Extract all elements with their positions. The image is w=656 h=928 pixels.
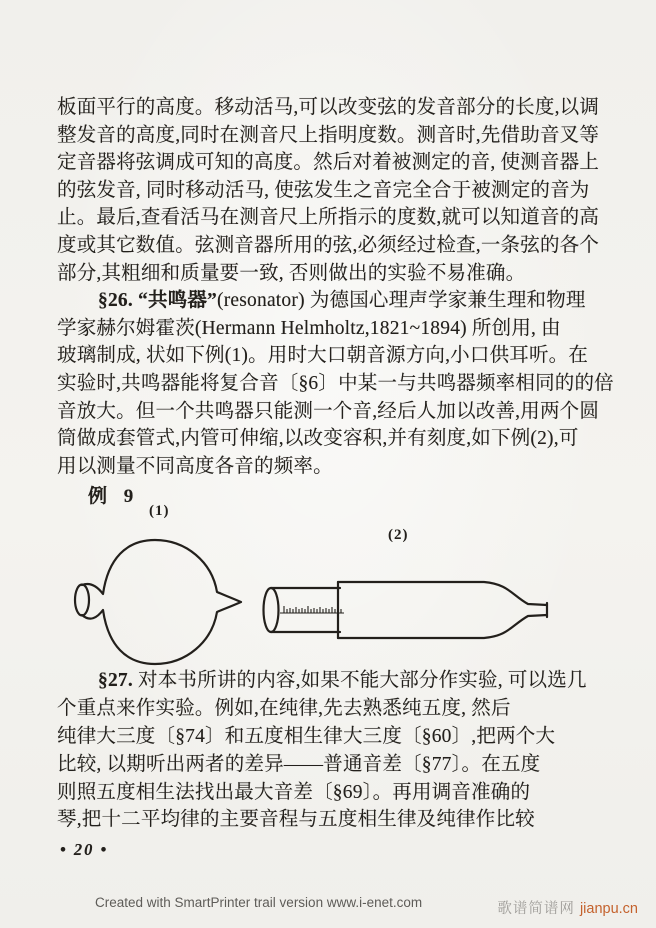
text-line: 止。最后,查看活马在测音尺上所指示的度数,就可以知道音的高 <box>57 207 600 229</box>
section-27-block <box>57 667 617 834</box>
section-26-lead-text: (resonator) 为德国心理声学家兼生理和物理 <box>217 290 586 312</box>
text-line: 度或其它数值。弦测音器所用的弦,必须经过检查,一条弦的各个 <box>57 234 600 256</box>
figure-2-label: (2) <box>388 527 409 543</box>
text-line: 用以测量不同高度各音的频率。 <box>57 455 333 477</box>
section-27-lead-text: 对本书所讲的内容,如果不能大部分作实验, 可以选几 <box>132 670 587 691</box>
section-26-heading-line <box>57 287 609 315</box>
text-line: 定音器将弦调成可知的高度。然后对着被测定的音, 使测音器上 <box>57 152 600 174</box>
text-line: 部分,其粗细和质量要一致, 否则做出的实验不易准确。 <box>57 262 526 284</box>
text-line: 音放大。但一个共鸣器只能测一个音,经后人加以改善,用两个圆 <box>57 400 600 422</box>
text-line: 板面平行的高度。移动活马,可以改变弦的发音部分的长度,以调 <box>57 97 600 118</box>
section-27-marker: §27. <box>98 670 133 691</box>
text-line: 个重点来作实验。例如,在纯律,先去熟悉纯五度, 然后 <box>57 697 511 719</box>
text-line: 纯律大三度〔§74〕和五度相生律大三度〔§60〕,把两个大 <box>57 725 556 747</box>
text-line: 学家赫尔姆霍茨(Hermann Helmholtz,1821~1894) 所创用, 由 <box>57 317 561 339</box>
text-line: 的弦发音, 同时移动活马, 使弦发生之音完全合于被测定的音为 <box>57 179 590 201</box>
text-line: 玻璃制成, 状如下例(1)。用时大口朝音源方向,小口供耳听。在 <box>57 345 589 367</box>
text-line: 则照五度相生法找出最大音差〔§69〕。再用调音准确的 <box>57 781 531 803</box>
watermark-domain-link[interactable]: jianpu.cn <box>579 901 638 917</box>
section-27-heading-line <box>57 667 617 695</box>
figure-1-label: (1) <box>149 503 170 519</box>
text-line: 实验时,共鸣器能将复合音〔§6〕中某一与共鸣器频率相同的的倍 <box>57 372 614 394</box>
page-number: • 20 • <box>60 840 109 859</box>
example-9-label: 例 9 <box>88 486 140 507</box>
watermark-site-name: 歌谱简谱网 <box>497 901 580 917</box>
cylindrical-resonator-drawing <box>264 582 548 638</box>
text-line: 整发音的高度,同时在测音尺上指明度数。测音时,先借助音叉等 <box>57 124 600 146</box>
text-line: 筒做成套管式,内管可伸缩,以改变容积,并有刻度,如下例(2),可 <box>57 428 579 450</box>
site-watermark <box>497 897 638 918</box>
text-line: 比较, 以期听出两者的差异——普通音差〔§77〕。在五度 <box>57 753 541 775</box>
resonator-figure <box>60 525 580 680</box>
section-26-marker: §26. “共鸣器” <box>98 290 218 312</box>
text-line: 琴,把十二平均律的主要音程与五度相生律及纯律作比较 <box>57 809 535 831</box>
main-text-block <box>57 94 614 480</box>
printer-credit-text: Created with SmartPrinter trail version www.i-enet.com <box>95 895 423 910</box>
spherical-resonator-drawing <box>75 540 241 664</box>
